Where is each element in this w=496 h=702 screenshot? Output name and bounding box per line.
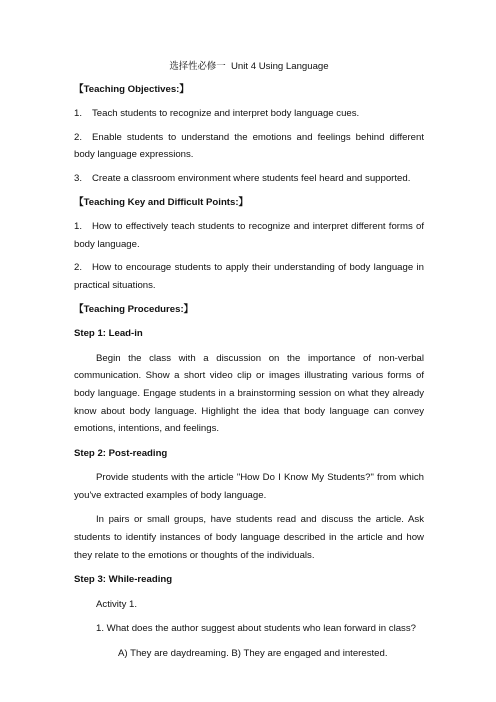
- objective-item: [74, 105, 424, 123]
- key-point-number: 1.: [74, 221, 83, 233]
- key-point-text: How to encourage students to apply their understanding of body language in practical situations.: [74, 262, 424, 291]
- document-title: [74, 58, 424, 76]
- step3-title: Step 3: While-reading: [74, 574, 173, 586]
- step1-text: Begin the class with a discussion on the importance of non-verbal communication. Show a short video clip or images illustrating various forms of body language. Engage students in a brainstorming session on what they already know about body language. Highlight the idea that body language can convey emotions, intentions, and feelings.: [74, 352, 424, 435]
- step2-paragraph-2: In pairs or small groups, have students read and discuss the article. Ask students to identify instances of body language described in the article and how they relate to the emotions or thoughts of the individuals.: [74, 514, 424, 561]
- objective-text: Enable students to understand the emotions and feelings behind different body language expressions.: [74, 131, 424, 161]
- step1-title: Step 1: Lead-in: [74, 328, 143, 340]
- title-chinese: 选择性必修一: [169, 61, 226, 72]
- key-point-text: How to effectively teach students to recognize and interpret different forms of body language.: [74, 221, 424, 250]
- objective-number: 3.: [74, 172, 83, 184]
- activity-label: Activity 1.: [96, 598, 138, 610]
- objectives-heading: 【Teaching Objectives:】: [74, 83, 189, 95]
- title-english: Unit 4 Using Language: [231, 61, 329, 72]
- key-points-heading: 【Teaching Key and Difficult Points:】: [74, 196, 249, 208]
- procedures-heading: 【Teaching Procedures:】: [74, 303, 194, 315]
- question-text: 1. What does the author suggest about students who lean forward in class?: [96, 623, 416, 635]
- document-content: [74, 58, 424, 670]
- key-point-item: [74, 218, 424, 253]
- step2-paragraph-1: Provide students with the article "How Do I Know My Students?" from which you've extracted examples of body language.: [74, 472, 424, 501]
- objective-text: Create a classroom environment where students feel heard and supported.: [92, 172, 411, 184]
- objective-number: 2.: [74, 131, 83, 143]
- key-point-item: [74, 259, 424, 294]
- key-point-number: 2.: [74, 262, 83, 274]
- objective-text: Teach students to recognize and interpret body language cues.: [92, 108, 360, 120]
- objective-item: [74, 170, 424, 188]
- objective-number: 1.: [74, 108, 83, 120]
- objective-item: [74, 129, 424, 164]
- answer-options: A) They are daydreaming. B) They are engaged and interested.: [118, 648, 388, 660]
- step2-title: Step 2: Post-reading: [74, 447, 168, 459]
